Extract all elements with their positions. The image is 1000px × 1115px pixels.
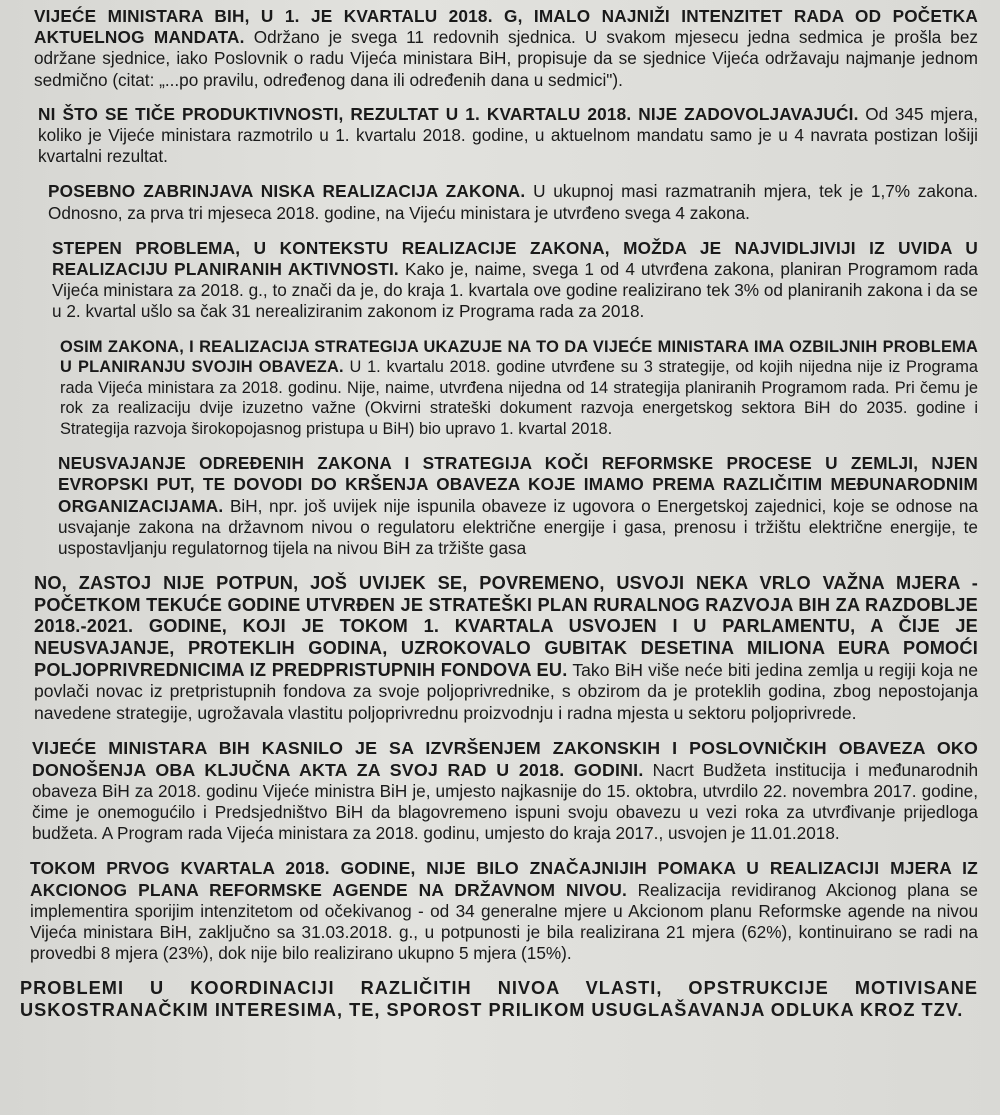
- paragraph-heading: NEUSVAJANJE ODREĐENIH ZAKONA I STRATEGIJA KOČI REFORMSKE PROCESE U ZEMLJI, NJEN EVROPSKI PUT, TE DOVODI DO KRŠENJA OBAVEZA KOJE IMAMO PREMA RAZLIČITIM MEĐUNARODNIM ORGANIZACIJAMA.: [58, 453, 978, 516]
- paragraph-heading: VIJEĆE MINISTARA BIH, U 1. JE KVARTALU 2018. G, IMALO NAJNIŽI INTENZITET RADA OD POČETKA AKTUELNOG MANDATA.: [34, 6, 978, 48]
- paragraph-body: Od 345 mjera, koliko je Vijeće ministara razmotrilo u 1. kvartalu 2018. godine, u aktuelnom mandatu samo je u 4 navrata postizan lošiji kvartalni rezultat.: [38, 103, 978, 167]
- paragraph-heading: VIJEĆE MINISTARA BIH KASNILO JE SA IZVRŠENJEM ZAKONSKIH I POSLOVNIČKIH OBAVEZA OKO DONOŠENJA OBA KLJUČNA AKTA ZA SVOJ RAD U 2018. GODINI.: [32, 738, 978, 780]
- paragraph-heading: TOKOM PRVOG KVARTALA 2018. GODINE, NIJE BILO ZNAČAJNIJIH POMAKA U REALIZACIJI MJERA IZ AKCIONOG PLANA REFORMSKE AGENDE NA DRŽAVNOM NIVOU.: [30, 858, 978, 900]
- paragraph-law-realization: [48, 181, 978, 223]
- paragraph-body: U ukupnoj masi razmatranih mjera, tek je 1,7% zakona. Odnosno, za prva tri mjeseca 2018. godine, na Vijeću ministara je utvrđeno svega 4 zakona.: [48, 181, 979, 223]
- paragraph-body: Održano je svega 11 redovnih sjednica. U svakom mjesecu jedna sedmica je prošla bez održane sjednice, iako Poslovnik o radu Vijeća ministara BiH, propisuje da se sjednice Vijeća održavaju najmanje jednom sedmično (citat: „...po pravilu, određenog dana ili određenih dana u sedmici").: [34, 27, 978, 90]
- paragraph-budget-delay: [32, 738, 978, 844]
- paragraph-body: U 1. kvartalu 2018. godine utvrđene su 3 strategije, od kojih nijedna nije iz Programa rada Vijeća ministara za 2018. godinu. Nije, naime, utvrđena nijedna od 14 strategija planiranih Programom rada. Pri čemu je rok za realizaciju dvije izuzetno važne (Okvirni strateški dokument razvoja energetskog sektora BiH do 2035. godine i Strategija razvoja širokopojasnog pristupa u BiH) bio upravo 1. kvartal 2018.: [60, 358, 979, 438]
- paragraph-body: Kako je, naime, svega 1 od 4 utvrđena zakona, planiran Programom rada Vijeća ministara za 2018. g., to znači da je, do kraja 1. kvartala ove godine realizirano tek 3% od planiranih zakona i da se u 2. kvartal ušlo sa čak 31 nerealiziranim zakonom iz Programa rada za 2018.: [52, 259, 978, 322]
- paragraph-session-intensity: [34, 6, 978, 91]
- paragraph-coordination-problems: [20, 978, 978, 1021]
- paragraph-body: BiH, npr. još uvijek nije ispunila obaveze iz ugovora o Energetskoj zajednici, koje se odnose na usvajanje zakona na državnom nivou o regulatoru električne energije i gasa, prenosu i tržištu električne energije, te uspostavljanju regulatornog tijela na nivou BiH za tržište gasa: [58, 495, 978, 558]
- paragraph-body: Realizacija revidiranog Akcionog plana se implementira sporijim intenzitetom od očekivanog - od 34 generalne mjere u Akcionom planu Reformske agende na nivou Vijeća ministara BiH, zaključno sa 31.03.2018. g., u potpunosti je bila realizirana 21 mjera (62%), kontinuirano se radi na provedbi 8 mjera (23%), dok nije bilo realizirano ukupno 5 mjera (15%).: [30, 879, 978, 964]
- paragraph-body: Nacrt Budžeta institucija i međunarodnih obaveza BiH za 2018. godinu Vijeće ministra BiH je, umjesto najkasnije do 15. oktobra, utvrdilo 22. novembra 2017. godine, čime je onemogućilo i Predsjedništvo BiH da blagovremeno ispuni svoju obavezu u vezi roka za utvrđivanje prijedloga budžeta. A Program rada Vijeća ministara za 2018. godinu, umjesto do kraja 2017., usvojen je 11.01.2018.: [32, 759, 978, 844]
- paragraph-productivity: [38, 104, 978, 168]
- paragraph-heading: NI ŠTO SE TIČE PRODUKTIVNOSTI, REZULTAT U 1. KVARTALU 2018. NIJE ZADOVOLJAVAJUĆI.: [38, 103, 859, 124]
- paragraph-reform-processes: [58, 453, 978, 559]
- paragraph-heading: PROBLEMI U KOORDINACIJI RAZLIČITIH NIVOA VLASTI, OPSTRUKCIJE MOTIVISANE USKOSTRANAČKIM INTERESIMA, TE, SPOROST PRILIKOM USUGLAŠAVANJA ODLUKA KROZ TZV.: [20, 978, 978, 1020]
- paragraph-heading: NO, ZASTOJ NIJE POTPUN, JOŠ UVIJEK SE, POVREMENO, USVOJI NEKA VRLO VAŽNA MJERA - POČETKOM TEKUĆE GODINE UTVRĐEN JE STRATEŠKI PLAN RURALNOG RAZVOJA BIH ZA RAZDOBLJE 2018.-2021. GODINE, KOJI JE TOKOM 1. KVARTALA USVOJEN I U PARLAMENTU, A ČIJE JE NEUSVAJANJE, PROTEKLIH GODINA, UZROKOVALO GUBITAK DESETINA MILIONA EURA POMOĆI POLJOPRIVREDNICIMA IZ PREDPRISTUPNIH FONDOVA EU.: [34, 573, 978, 680]
- paragraph-reform-agenda: [30, 858, 978, 964]
- paragraph-problem-degree: [52, 238, 978, 323]
- paragraph-rural-development: [34, 573, 978, 724]
- paragraph-body: Tako BiH više neće biti jedina zemlja u regiji koja ne povlači novac iz pretpristupnih fondova za svoje poljoprivrednike, s obzirom da je proteklih godina, zbog nepostojanja navedene strategije, ugrožavala vlastitu poljoprivrednu proizvodnju i radna mjesta u sektoru poljoprivrede.: [34, 659, 978, 723]
- paragraph-heading: OSIM ZAKONA, I REALIZACIJA STRATEGIJA UKAZUJE NA TO DA VIJEĆE MINISTARA IMA OZBILJNIH PROBLEMA U PLANIRANJU SVOJIH OBAVEZA.: [60, 337, 978, 377]
- paragraph-heading: POSEBNO ZABRINJAVA NISKA REALIZACIJA ZAKONA.: [48, 181, 526, 202]
- paragraph-strategies: [60, 337, 978, 440]
- paragraph-heading: STEPEN PROBLEMA, U KONTEKSTU REALIZACIJE ZAKONA, MOŽDA JE NAJVIDLJIVIJI IZ UVIDA U REALIZACIJU PLANIRANIH AKTIVNOSTI.: [52, 237, 978, 280]
